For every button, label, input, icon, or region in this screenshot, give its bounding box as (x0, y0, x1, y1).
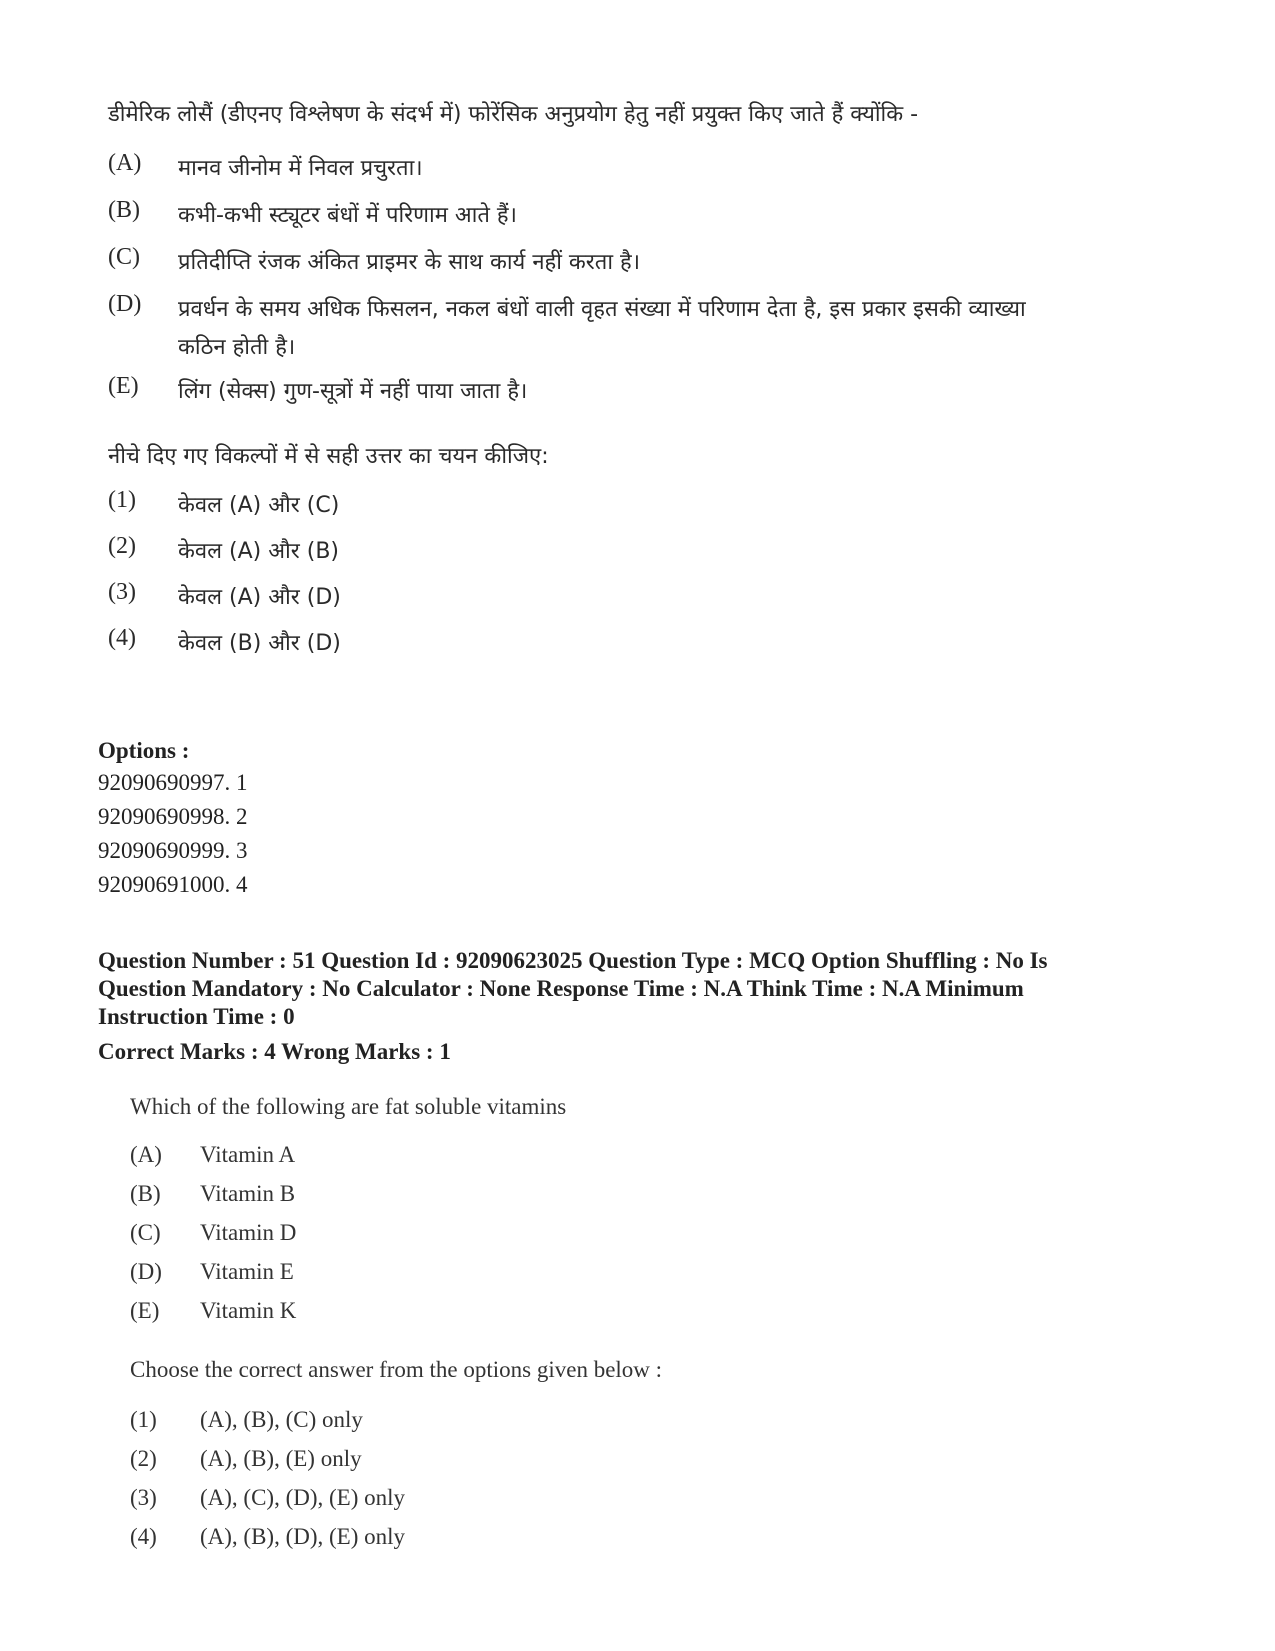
statement-text: प्रतिदीप्ति रंजक अंकित प्राइमर के साथ कार्य नहीं करता है। (178, 250, 641, 275)
statement-text: Vitamin B (200, 1181, 296, 1206)
instruction: Choose the correct answer from the options given below : (130, 1357, 663, 1382)
statement-label: (E) (130, 1298, 160, 1323)
option-id-4: 92090691000. 4 (98, 872, 248, 897)
choice-label: (1) (108, 487, 136, 513)
choice-label: (3) (130, 1485, 157, 1510)
question-meta-line: Question Mandatory : No Calculator : None Response Time : N.A Think Time : N.A Minimum (98, 976, 1024, 1001)
choice-label: (1) (130, 1407, 157, 1432)
statement-text: Vitamin K (200, 1298, 297, 1323)
choice-text: (A), (B), (C) only (200, 1407, 363, 1432)
statement-text: मानव जीनोम में निवल प्रचुरता। (178, 156, 423, 181)
instruction-hindi: नीचे दिए गए विकल्पों में से सही उत्तर का चयन कीजिए: (108, 444, 549, 469)
statement-text: कभी-कभी स्ट्यूटर बंधों में परिणाम आते हैं। (178, 203, 517, 228)
choice-label: (4) (130, 1524, 157, 1549)
choice-text: (A), (B), (E) only (200, 1446, 362, 1471)
statement-text: प्रवर्धन के समय अधिक फिसलन, नकल बंधों वाली वृहत संख्या में परिणाम देता है, इस प्रकार इसकी व्याख्या कठिन होती है। (178, 297, 1026, 360)
choice-label: (4) (108, 625, 136, 651)
statement-text: Vitamin E (200, 1259, 294, 1284)
statement-label: (D) (130, 1259, 162, 1284)
question-stem-hindi: डीमेरिक लोसैं (डीएनए विश्लेषण के संदर्भ में) फोरेंसिक अनुप्रयोग हेतु नहीं प्रयुक्त किए जाते हैं क्योंकि - (108, 102, 919, 127)
choice-text: केवल (A) और (C) (178, 493, 340, 518)
statement-label: (C) (108, 244, 140, 270)
choice-text: केवल (A) और (B) (178, 539, 340, 564)
question-meta-line: Instruction Time : 0 (98, 1004, 295, 1029)
choice-text: (A), (B), (D), (E) only (200, 1524, 406, 1549)
statement-label: (B) (130, 1181, 161, 1206)
choice-text: केवल (A) और (D) (178, 585, 341, 610)
statement-label: (B) (108, 197, 140, 223)
question-meta-line: Question Number : 51 Question Id : 92090623025 Question Type : MCQ Option Shuffling : No Is (98, 948, 1048, 973)
option-id-3: 92090690999. 3 (98, 838, 248, 863)
option-id-2: 92090690998. 2 (98, 804, 248, 829)
choice-label: (2) (130, 1446, 157, 1471)
statement-label: (C) (130, 1220, 161, 1245)
statement-text: Vitamin A (200, 1142, 296, 1167)
statement-label: (A) (130, 1142, 162, 1167)
choice-label: (2) (108, 533, 136, 559)
statement-label: (E) (108, 373, 139, 399)
statement-label: (A) (108, 150, 142, 176)
question-meta (98, 947, 1178, 1031)
statement-label: (D) (108, 291, 142, 317)
option-id-1: 92090690997. 1 (98, 770, 248, 795)
question-marks: Correct Marks : 4 Wrong Marks : 1 (98, 1039, 451, 1064)
choice-label: (3) (108, 579, 136, 605)
question-stem: Which of the following are fat soluble vitamins (130, 1094, 567, 1119)
statement-text: लिंग (सेक्स) गुण-सूत्रों में नहीं पाया जाता है। (178, 379, 528, 404)
choice-text: केवल (B) और (D) (178, 631, 341, 656)
statement-text: Vitamin D (200, 1220, 297, 1245)
options-heading: Options : (98, 738, 190, 763)
choice-text: (A), (C), (D), (E) only (200, 1485, 406, 1510)
